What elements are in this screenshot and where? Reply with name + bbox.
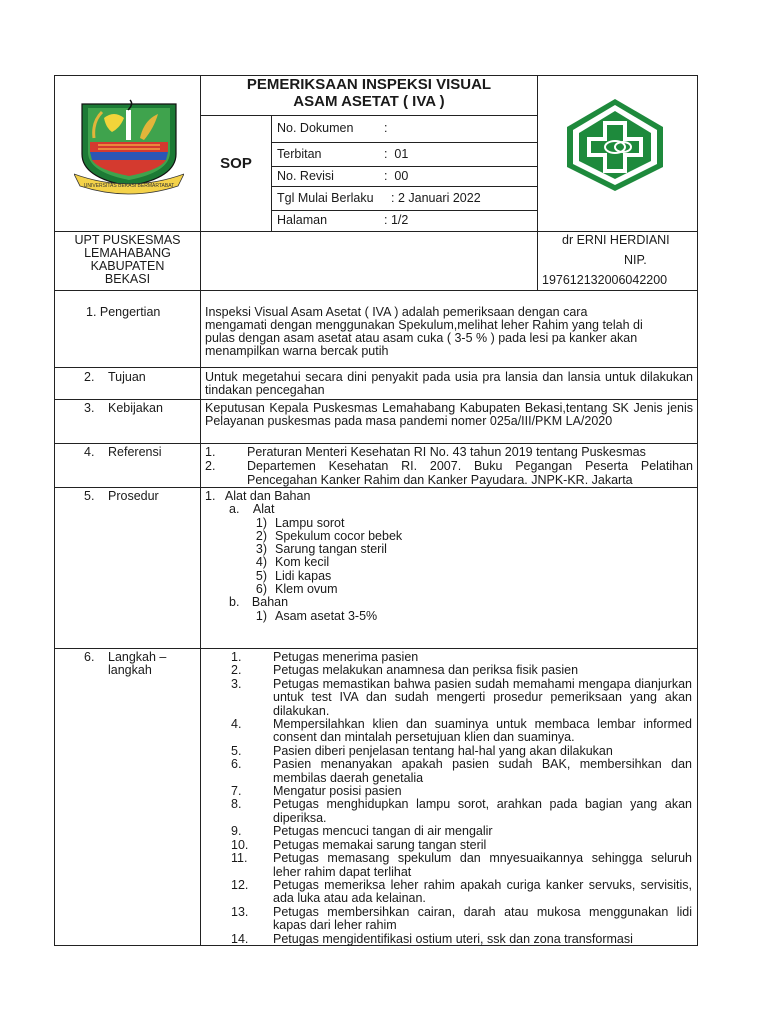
list-number: 1.: [231, 650, 242, 664]
signatory-name: dr ERNI HERDIANI: [562, 233, 670, 247]
list-number: 4): [255, 555, 267, 569]
meta-row-divider-4: [271, 210, 538, 211]
bahan-label: Bahan: [251, 595, 289, 609]
label-prosedur: Prosedur: [108, 489, 159, 503]
meta-label-halaman: Halaman: [277, 213, 328, 227]
list-text: Peraturan Menteri Kesehatan RI No. 43 tahun 2019 tentang Puskesmas: [247, 445, 646, 459]
list-text: Mempersilahkan klien dan suaminya untuk membaca lembar informed consent dan mintalah persetujuan klien dan suaminya.: [273, 717, 692, 745]
label-kebijakan-num: 3.: [84, 401, 95, 415]
list-number: 1): [255, 516, 267, 530]
label-pengertian: 1. Pengertian: [86, 305, 161, 319]
label-tujuan: Tujuan: [108, 370, 146, 384]
alat-num: a.: [229, 502, 240, 516]
bekasi-regency-emblem: [74, 98, 184, 198]
list-number: 3): [255, 542, 267, 556]
title-line-1: PEMERIKSAAN INSPEKSI VISUAL: [246, 76, 492, 93]
institution-line-3: KABUPATEN: [90, 259, 165, 273]
meta-value-tgl-berlaku: : 2 Januari 2022: [391, 191, 481, 205]
list-item: [231, 825, 692, 838]
alat-label: Alat: [252, 502, 275, 516]
pengertian-line-3: pulas dengan asam asetat atau asam cuka ( 3-5 % ) pada lesi pa kanker akan: [205, 331, 638, 345]
pengertian-line-2: mengamati dengan menggunakan Spekulum,melihat leher Rahim yang telah di: [205, 318, 643, 332]
table-border-left: [54, 75, 55, 946]
list-text: Petugas memastikan bahwa pasien sudah memahami mengapa dianjurkan untuk test IVA dan sudah mengerti prosedur pemeriksaan yang akan dilakukan.: [273, 676, 692, 718]
title-line-2: ASAM ASETAT ( IVA ): [293, 93, 445, 110]
list-text: Klem ovum: [275, 582, 338, 596]
list-text: Pasien diberi penjelasan tentang hal-hal yang akan dilakukan: [273, 743, 613, 758]
list-number: 2.: [231, 663, 242, 678]
list-number: 13.: [231, 904, 249, 919]
document-title: [201, 76, 537, 110]
bahan-heading: [229, 596, 288, 609]
list-text: Sarung tangan steril: [275, 542, 387, 556]
bahan-num: b.: [229, 595, 240, 609]
list-number: 1): [255, 609, 267, 623]
list-item: [231, 745, 692, 758]
label-kebijakan: Kebijakan: [108, 401, 163, 415]
title-divider: [200, 115, 538, 116]
referensi-list: [205, 446, 693, 487]
list-text: Lidi kapas: [275, 569, 332, 583]
meta-row-divider-3: [271, 186, 538, 187]
list-item: [231, 839, 692, 852]
prosedur-heading-num: 1.: [205, 489, 216, 503]
list-text: Asam asetat 3-5%: [275, 609, 378, 623]
kebijakan-text: Keputusan Kepala Puskesmas Lemahabang Kabupaten Bekasi,tentang SK Jenis jenis Pelayanan puskesmas pada masa pandemi nomer 025a/III/PKM LA/2020: [205, 401, 693, 429]
meta-label-tgl-berlaku: Tgl Mulai Berlaku: [277, 191, 374, 205]
label-referensi-num: 4.: [84, 445, 95, 459]
list-text: Petugas memeriksa leher rahim apakah curiga kanker servuks, servisitis, ada luka atau ada kelainan.: [273, 877, 692, 906]
pengertian-line-4: menampilkan warna bercak putih: [205, 344, 389, 358]
list-number: 6.: [231, 757, 242, 772]
meta-value-no-revisi: : 00: [384, 169, 409, 183]
list-number: 2.: [205, 459, 216, 474]
meta-label-no-dokumen: No. Dokumen: [277, 121, 354, 135]
list-item: [231, 933, 692, 946]
list-number: 5): [255, 569, 267, 583]
label-langkah-line-2: langkah: [108, 663, 152, 677]
list-text: Kom kecil: [275, 555, 330, 569]
list-text: Departemen Kesehatan RI. 2007. Buku Pegangan Peserta Pelatihan Pencegahan Kanker Rahim dan Kanker Payudara. JNPK-KR. Jakarta: [247, 459, 693, 487]
list-text: Petugas mengidentifikasi ostium uteri, ssk dan zona transformasi: [273, 931, 633, 946]
list-text: Petugas membersihkan cairan, darah atau mukosa menggunakan lidi kapas dari leher rahim: [273, 904, 692, 933]
meta-row-divider-1: [271, 142, 538, 143]
list-number: 12.: [231, 877, 249, 892]
label-referensi: Referensi: [108, 445, 162, 459]
header-row-divider: [54, 231, 698, 232]
list-item: [231, 718, 692, 745]
signatory-nip-label: NIP.: [624, 253, 647, 267]
institution-line-4: BEKASI: [104, 272, 151, 286]
puskesmas-logo: [563, 97, 667, 193]
meta-row-divider-2: [271, 166, 538, 167]
header-divider-right: [537, 75, 538, 290]
list-number: 7.: [231, 784, 242, 799]
list-item: [205, 460, 693, 487]
list-item: [251, 610, 377, 623]
meta-label-terbitan: Terbitan: [277, 147, 322, 161]
institution-line-2: LEMAHABANG: [84, 246, 171, 260]
list-text: Petugas menghidupkan lampu sorot, arahkan pada bagian yang akan diperiksa.: [273, 797, 692, 825]
meta-value-terbitan: : 01: [384, 147, 409, 161]
list-text: Petugas memasang spekulum dan mnyesuaikannya sehingga seluruh leher rahim dapat terlihat: [273, 851, 692, 879]
sop-label: SOP: [220, 155, 252, 172]
list-text: Petugas mencuci tangan di air mengalir: [273, 824, 493, 839]
meta-value-no-dokumen: :: [384, 121, 388, 135]
list-item: [231, 678, 692, 718]
list-number: 14.: [231, 931, 249, 946]
meta-divider: [271, 115, 272, 231]
meta-label-no-revisi: No. Revisi: [277, 169, 334, 183]
institution-line-1: UPT PUSKESMAS: [74, 233, 181, 247]
langkah-list: [231, 651, 692, 946]
row-divider-pengertian: [54, 367, 698, 368]
list-item: [231, 785, 692, 798]
list-text: Pasien menanyakan apakah pasien sudah BAK, membersihkan dan membilas daerah genetalia: [273, 757, 692, 785]
signatory-nip: 197612132006042200: [542, 273, 668, 287]
label-prosedur-num: 5.: [84, 489, 95, 503]
list-number: 6): [255, 582, 267, 596]
table-border-right: [697, 75, 698, 946]
list-item: [251, 556, 329, 569]
list-item: [231, 906, 692, 933]
row-divider-prosedur: [54, 648, 698, 649]
row-divider-tujuan: [54, 399, 698, 400]
list-number: 11.: [231, 851, 248, 866]
list-text: Petugas melakukan anamnesa dan periksa fisik pasien: [273, 663, 579, 678]
list-text: Mengatur posisi pasien: [273, 784, 402, 799]
list-text: Petugas memakai sarung tangan steril: [273, 837, 487, 852]
header-divider-left: [200, 75, 201, 946]
list-number: 8.: [231, 797, 242, 812]
list-item: [231, 798, 692, 825]
label-tujuan-num: 2.: [84, 370, 95, 384]
meta-value-halaman: : 1/2: [384, 213, 409, 227]
tujuan-text: Untuk megetahui secara dini penyakit pada usia pra lansia dan lansia untuk dilakukan tindakan pencegahan: [205, 370, 693, 398]
list-number: 5.: [231, 743, 242, 758]
label-langkah-num: 6.: [84, 650, 95, 664]
label-langkah-line-1: Langkah –: [108, 650, 167, 664]
list-number: 10.: [231, 837, 249, 852]
list-item: [231, 758, 692, 785]
list-number: 1.: [205, 445, 216, 459]
list-number: 4.: [231, 717, 242, 732]
emblem-banner-text: UNIVERSITAS BEKASI BERMARTABAT: [83, 183, 175, 189]
row-divider-kebijakan: [54, 443, 698, 444]
list-text: Spekulum cocor bebek: [275, 529, 403, 543]
list-text: Petugas menerima pasien: [273, 650, 419, 664]
list-number: 3.: [231, 676, 242, 691]
list-text: Lampu sorot: [275, 516, 345, 530]
list-item: [231, 651, 692, 664]
list-number: 9.: [231, 824, 242, 839]
list-item: [205, 446, 693, 459]
prosedur-heading-text: Alat dan Bahan: [224, 489, 311, 503]
list-item: [231, 879, 692, 906]
institution-row-divider: [54, 290, 698, 291]
list-item: [231, 664, 692, 677]
list-number: 2): [255, 529, 267, 543]
list-item: [231, 852, 692, 879]
alat-heading: [229, 503, 274, 516]
pengertian-line-1: Inspeksi Visual Asam Asetat ( IVA ) adalah pemeriksaan dengan cara: [205, 305, 588, 319]
